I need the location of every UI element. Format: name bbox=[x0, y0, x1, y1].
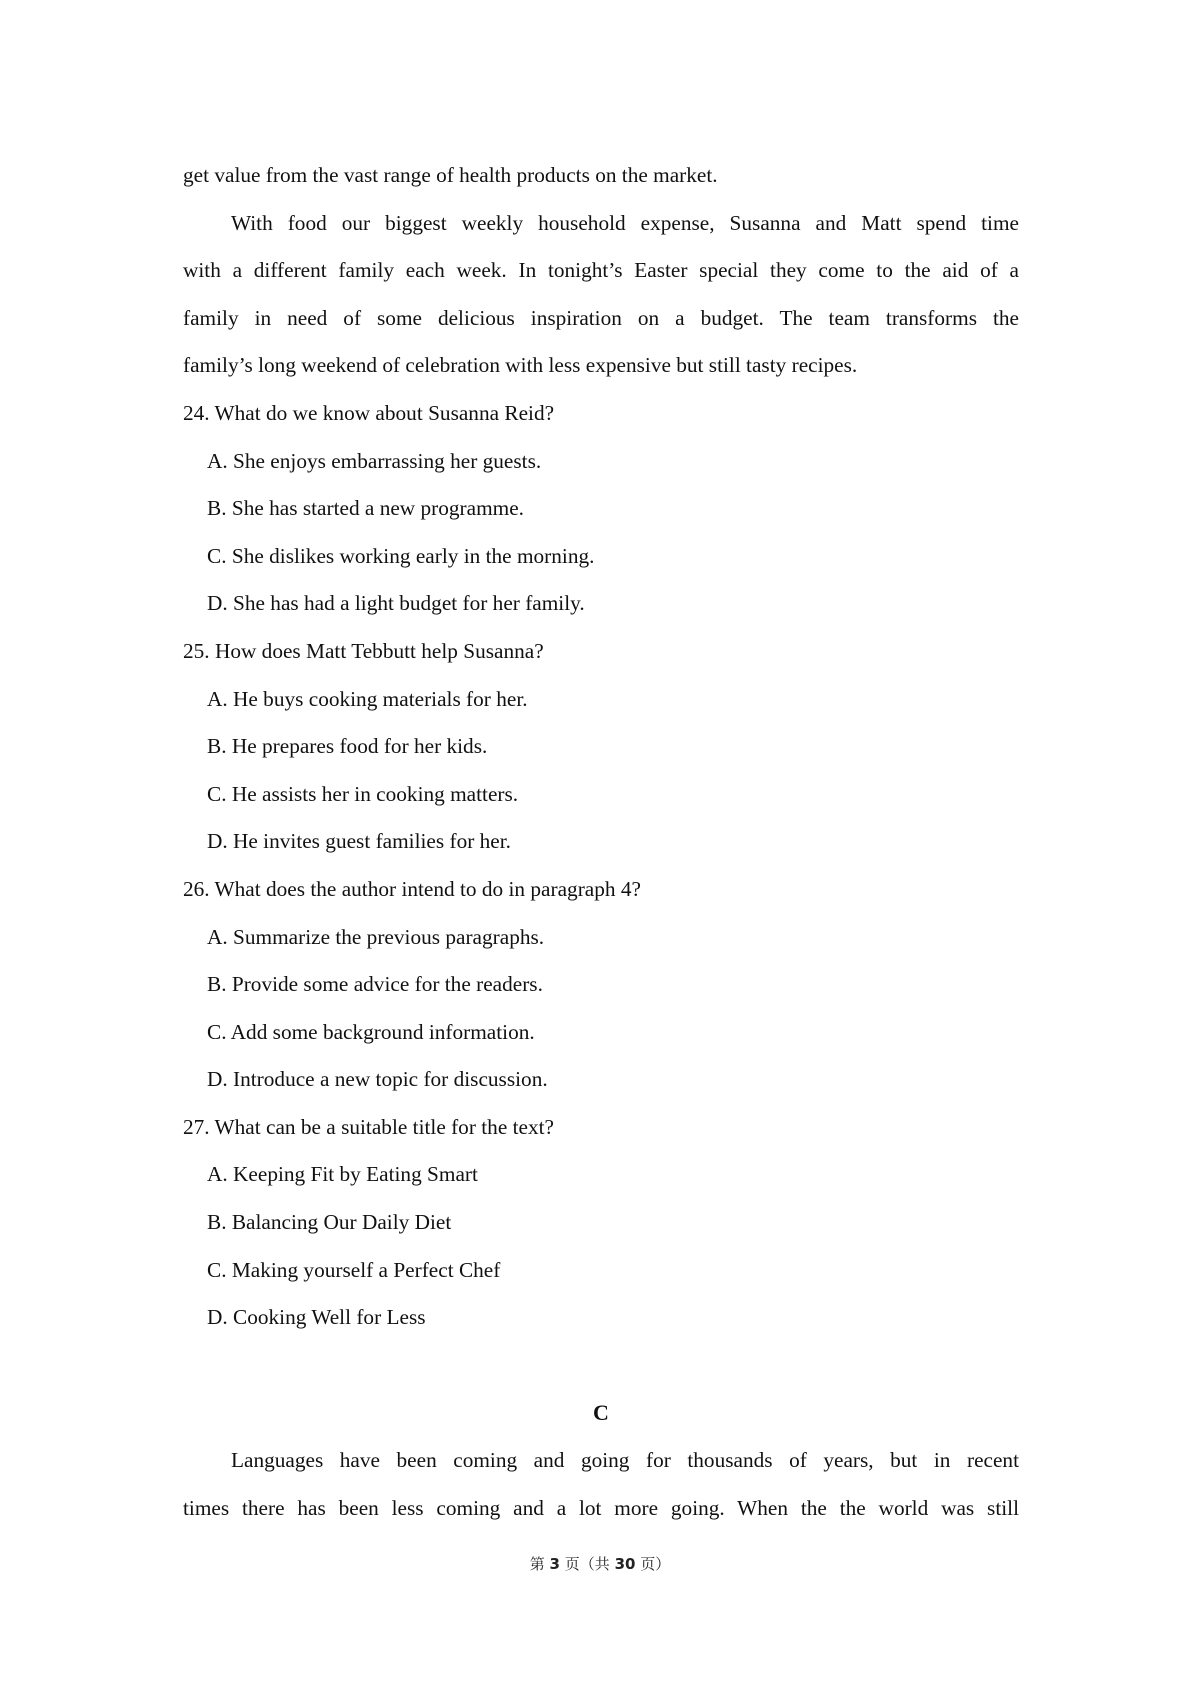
answer-option: B. He prepares food for her kids. bbox=[207, 734, 488, 759]
passage-b-paragraph bbox=[183, 200, 1019, 390]
footer-middle: 页（共 bbox=[564, 1555, 610, 1573]
answer-option: A. He buys cooking materials for her. bbox=[207, 686, 528, 711]
page-content bbox=[183, 152, 1019, 1532]
footer-prefix: 第 bbox=[529, 1555, 545, 1573]
answer-option: A. Keeping Fit by Eating Smart bbox=[207, 1162, 478, 1187]
question-stem: 24. What do we know about Susanna Reid? bbox=[183, 400, 555, 425]
answer-option: D. He invites guest families for her. bbox=[207, 829, 512, 854]
answer-option: B. She has started a new programme. bbox=[207, 496, 524, 521]
question-26 bbox=[183, 866, 1019, 1104]
passage-c-paragraph bbox=[183, 1437, 1019, 1532]
question-stem: 26. What does the author intend to do in paragraph 4? bbox=[183, 876, 641, 901]
answer-option: A. Summarize the previous paragraphs. bbox=[207, 924, 545, 949]
answer-option: D. She has had a light budget for her family. bbox=[207, 591, 585, 616]
answer-option: C. Add some background information. bbox=[207, 1019, 535, 1044]
text-line: Languages have been coming and going for thousands of years, but in recent bbox=[231, 1448, 1019, 1473]
answer-option: B. Balancing Our Daily Diet bbox=[207, 1210, 452, 1235]
question-25 bbox=[183, 628, 1019, 866]
answer-option: A. She enjoys embarrassing her guests. bbox=[207, 448, 542, 473]
text-line: family in need of some delicious inspiration on a budget. The team transforms the bbox=[183, 305, 1019, 330]
footer-suffix: 页） bbox=[640, 1555, 671, 1573]
total-page-count: 30 bbox=[614, 1555, 636, 1573]
answer-option: C. Making yourself a Perfect Chef bbox=[207, 1257, 501, 1282]
page-footer bbox=[0, 1553, 1200, 1574]
answer-option: D. Cooking Well for Less bbox=[207, 1305, 426, 1330]
question-24 bbox=[183, 390, 1019, 628]
text-line: family’s long weekend of celebration with less expensive but still tasty recipes. bbox=[183, 353, 858, 378]
section-heading-c: C bbox=[593, 1400, 609, 1426]
answer-option: B. Provide some advice for the readers. bbox=[207, 972, 543, 997]
answer-option: C. She dislikes working early in the morning. bbox=[207, 543, 595, 568]
answer-option: C. He assists her in cooking matters. bbox=[207, 781, 519, 806]
text-line: with a different family each week. In tonight’s Easter special they come to the aid of a bbox=[183, 258, 1019, 283]
question-stem: 25. How does Matt Tebbutt help Susanna? bbox=[183, 638, 544, 663]
current-page-number: 3 bbox=[549, 1555, 560, 1573]
question-27 bbox=[183, 1104, 1019, 1342]
passage-b-paragraph-continued bbox=[183, 152, 1019, 200]
question-stem: 27. What can be a suitable title for the text? bbox=[183, 1114, 554, 1139]
text-line: With food our biggest weekly household expense, Susanna and Matt spend time bbox=[231, 210, 1019, 235]
answer-option: D. Introduce a new topic for discussion. bbox=[207, 1067, 548, 1092]
text-line: times there has been less coming and a lot more going. When the the world was still bbox=[183, 1495, 1019, 1520]
text-line: get value from the vast range of health products on the market. bbox=[183, 163, 718, 187]
